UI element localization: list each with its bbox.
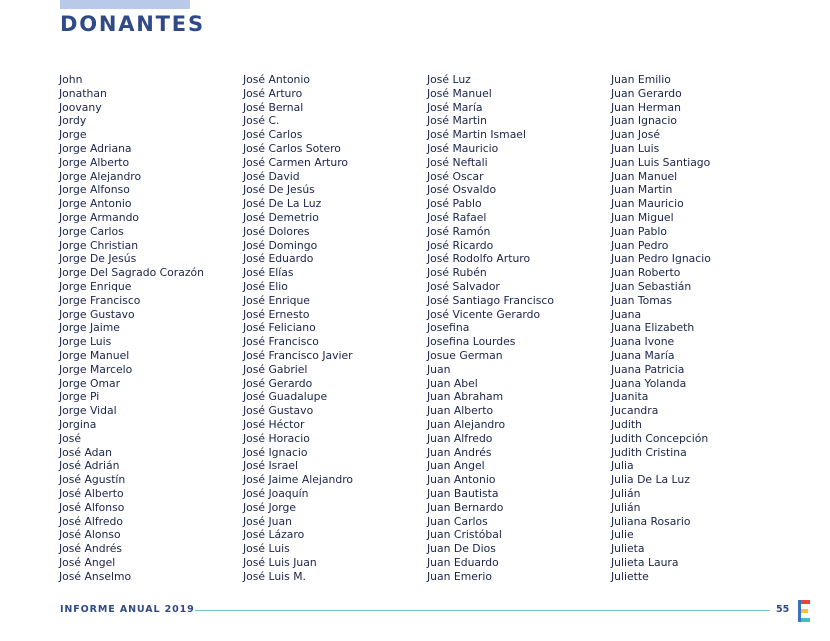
donor-name: Julián — [611, 500, 641, 514]
donor-name: José Feliciano — [243, 321, 316, 335]
donor-name: José Enrique — [243, 293, 310, 307]
donor-name: José Gustavo — [243, 404, 314, 418]
donor-name: Jorge Christian — [59, 238, 139, 252]
donor-name: José Guadalupe — [243, 390, 328, 404]
donor-name: José Gerardo — [243, 376, 313, 390]
donor-name: José Santiago Francisco — [427, 293, 554, 307]
donor-name: Julieta — [611, 542, 645, 556]
donor-name: Jorge De Jesús — [59, 252, 137, 266]
donor-name: Juana Ivone — [611, 335, 675, 349]
donor-name: Juana María — [611, 348, 675, 362]
donor-name: José Alfredo — [59, 514, 123, 528]
donor-name: Juan Luis — [611, 141, 660, 155]
donor-name: Juan Andrés — [427, 445, 492, 459]
donor-name: José Horacio — [243, 431, 310, 445]
donor-name: Juan Miguel — [611, 210, 674, 224]
donor-name: José Osvaldo — [427, 183, 497, 197]
donor-name: John — [59, 73, 83, 86]
donor-name: José Oscar — [427, 169, 484, 183]
donor-name: José Ramón — [427, 224, 491, 238]
donor-name: Juan Ignacio — [611, 114, 677, 128]
page-title: DONANTES — [60, 12, 205, 36]
donor-name: José Israel — [243, 459, 298, 473]
footer-report-title: INFORME ANUAL 2019 — [60, 604, 195, 615]
page-number: 55 — [776, 604, 790, 615]
donor-name: José David — [243, 169, 300, 183]
donor-name: José De Jesús — [243, 183, 315, 197]
donor-name: José — [59, 431, 82, 445]
donor-name: Julie — [611, 528, 634, 542]
donor-name: José Dolores — [243, 224, 310, 238]
donor-name: José Luis Juan — [243, 555, 317, 569]
logo-e-middle-bar — [801, 609, 808, 613]
donor-name: Juan De Dios — [427, 542, 496, 556]
donor-name: Juan Alejandro — [427, 417, 506, 431]
donor-name: Jorgina — [59, 417, 97, 431]
donor-name: Jorge Manuel — [59, 348, 130, 362]
donor-name: Jorge Carlos — [59, 224, 124, 238]
donor-name: Jorge Alberto — [59, 155, 130, 169]
donor-name: José Carmen Arturo — [243, 155, 349, 169]
donor-name: José Andrés — [59, 542, 123, 556]
donor-name: José Luis — [243, 542, 290, 556]
footer-divider — [195, 610, 770, 611]
donor-name: Jorge Adriana — [59, 141, 132, 155]
donor-name: Julieta Laura — [611, 555, 679, 569]
donor-name: José Alonso — [59, 528, 121, 542]
donor-names-grid — [59, 73, 799, 585]
top-accent-bar — [60, 0, 190, 9]
donor-name: Jorge Antonio — [59, 197, 132, 211]
donor-name: José Juan — [243, 514, 292, 528]
donor-name: Juan Martin — [611, 183, 673, 197]
donor-name: Juan Alberto — [427, 404, 494, 418]
donor-name: Juan Abel — [427, 376, 478, 390]
donor-name: José Elías — [243, 266, 294, 280]
donor-name: Jorge — [59, 128, 87, 142]
donor-name: José Demetrio — [243, 210, 319, 224]
donor-name: José Gabriel — [243, 362, 308, 376]
donor-name: Juan Luis Santiago — [611, 155, 711, 169]
logo-e-top-bar — [801, 600, 810, 604]
donor-name: Jonathan — [59, 86, 107, 100]
donor-name: José Carlos Sotero — [243, 141, 341, 155]
donor-name: José Ernesto — [243, 307, 310, 321]
logo-e-stem — [798, 600, 801, 622]
logo-e-icon — [798, 600, 810, 622]
donor-name: José Bernal — [243, 100, 304, 114]
donor-name: José Luis M. — [243, 569, 306, 583]
donor-name: José Ricardo — [427, 238, 494, 252]
donor-name: Juana Patricia — [611, 362, 685, 376]
donor-name: Jorge Alejandro — [59, 169, 142, 183]
donor-name: José Ignacio — [243, 445, 308, 459]
donor-name: Juan Emilio — [611, 73, 671, 86]
donor-name: Juan Tomas — [611, 293, 673, 307]
donor-column-4 — [611, 73, 789, 583]
donor-name: José Francisco — [243, 335, 319, 349]
donor-name: José Alberto — [59, 486, 124, 500]
donor-name: José Anselmo — [59, 569, 132, 583]
donor-name: Jorge Jaime — [59, 321, 120, 335]
donor-name: Julián — [611, 486, 641, 500]
donor-name: Jucandra — [611, 404, 659, 418]
donor-name: Judith — [611, 417, 642, 431]
donor-name: José Pablo — [427, 197, 482, 211]
donor-name: José Agustín — [59, 473, 126, 487]
donor-name: José Eduardo — [243, 252, 314, 266]
donor-name: Julia De La Luz — [611, 473, 690, 487]
donor-name: José Mauricio — [427, 141, 499, 155]
donor-name: Juan Pablo — [611, 224, 668, 238]
donor-name: Juanita — [611, 390, 649, 404]
donor-name: José C. — [243, 114, 280, 128]
donor-name: Josefina — [427, 321, 470, 335]
donor-name: Juan Pedro Ignacio — [611, 252, 711, 266]
donor-name: Juan Eduardo — [427, 555, 499, 569]
donor-name: Juliette — [611, 569, 649, 583]
donor-name: José Vicente Gerardo — [427, 307, 541, 321]
donor-name: Jorge Marcelo — [59, 362, 133, 376]
donor-name: José Rodolfo Arturo — [427, 252, 531, 266]
donor-name: Juan Mauricio — [611, 197, 684, 211]
donor-name: Juan Gerardo — [611, 86, 682, 100]
donor-name: Juana — [611, 307, 642, 321]
donor-name: Jorge Armando — [59, 210, 140, 224]
donor-name: José María — [427, 100, 483, 114]
donor-name: Juan Manuel — [611, 169, 678, 183]
donor-name: Juan Roberto — [611, 266, 681, 280]
donor-name: José Arturo — [243, 86, 303, 100]
donor-name: José Neftali — [427, 155, 488, 169]
donor-name: Juliana Rosario — [611, 514, 691, 528]
donor-name: José De La Luz — [243, 197, 322, 211]
donor-name: José Angel — [59, 555, 116, 569]
donor-name: Jorge Alfonso — [59, 183, 130, 197]
donor-name: José Domingo — [243, 238, 318, 252]
donor-name: Judith Cristina — [611, 445, 687, 459]
donor-name: Juan Bautista — [427, 486, 499, 500]
donor-name: Judith Concepción — [611, 431, 709, 445]
donor-name: José Rafael — [427, 210, 487, 224]
donor-name: Jorge Del Sagrado Corazón — [59, 266, 204, 280]
donor-name: Juan Antonio — [427, 473, 496, 487]
donor-name: Jorge Enrique — [59, 279, 132, 293]
donor-name: José Jaime Alejandro — [243, 473, 354, 487]
donor-name: Juan Carlos — [427, 514, 488, 528]
donor-name: José Adrián — [59, 459, 120, 473]
donor-name: José Alfonso — [59, 500, 125, 514]
donor-name: José Luz — [427, 73, 471, 86]
donor-name: Jorge Gustavo — [59, 307, 135, 321]
donor-name: Josue German — [427, 348, 503, 362]
donor-name: José Elio — [243, 279, 288, 293]
donor-name: Jordy — [59, 114, 87, 128]
donor-column-1 — [59, 73, 237, 583]
donor-name: Juan Herman — [611, 100, 681, 114]
donor-name: José Héctor — [243, 417, 305, 431]
donor-name: Juana Elizabeth — [611, 321, 695, 335]
donor-name: Jorge Vidal — [59, 404, 117, 418]
donor-name: José Martin Ismael — [427, 128, 526, 142]
donor-column-3 — [427, 73, 605, 583]
donor-name: José Francisco Javier — [243, 348, 353, 362]
donor-name: José Manuel — [427, 86, 492, 100]
donor-name: Juan Alfredo — [427, 431, 493, 445]
donor-name: Juan Pedro — [611, 238, 669, 252]
donor-name: Juan Cristóbal — [427, 528, 502, 542]
donor-name: Jorge Francisco — [59, 293, 141, 307]
donor-name: Juan José — [611, 128, 660, 142]
donor-name: José Salvador — [427, 279, 500, 293]
donor-name: Julia — [611, 459, 634, 473]
donor-name: Juan Angel — [427, 459, 485, 473]
donor-name: José Antonio — [243, 73, 311, 86]
donor-name: José Adan — [59, 445, 112, 459]
donor-name: Jorge Omar — [59, 376, 121, 390]
donor-name: José Joaquín — [243, 486, 309, 500]
donor-name: Juana Yolanda — [611, 376, 687, 390]
donor-name: Jorge Luis — [59, 335, 112, 349]
donor-name: Juan Abraham — [427, 390, 504, 404]
donor-name: Jorge Pi — [59, 390, 100, 404]
donor-name: José Jorge — [243, 500, 297, 514]
donor-name: Joovany — [59, 100, 102, 114]
donor-name: Juan Emerio — [427, 569, 492, 583]
donor-name: Juan Bernardo — [427, 500, 504, 514]
donor-name: José Carlos — [243, 128, 303, 142]
donor-column-2 — [243, 73, 421, 583]
donor-name: Juan — [427, 362, 451, 376]
donor-name: José Martin — [427, 114, 487, 128]
donor-name: José Rubén — [427, 266, 487, 280]
donor-name: Josefina Lourdes — [427, 335, 516, 349]
donor-name: José Lázaro — [243, 528, 305, 542]
logo-e-bottom-bar — [801, 618, 810, 622]
donor-name: Juan Sebastián — [611, 279, 692, 293]
